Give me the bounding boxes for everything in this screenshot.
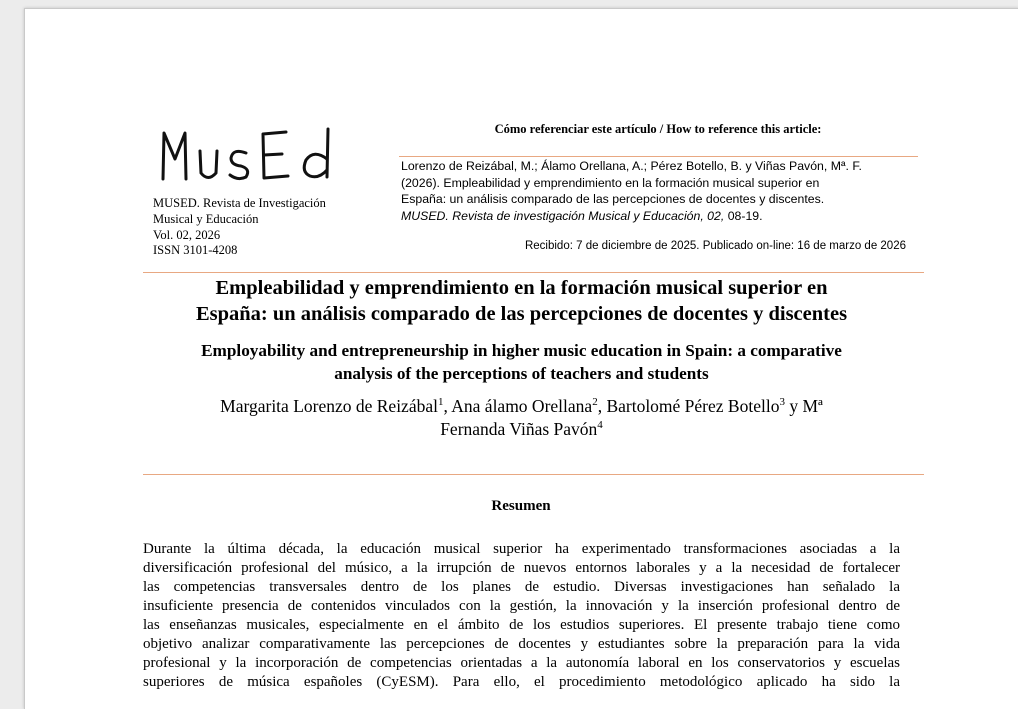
- title-english-line: analysis of the perceptions of teachers and students: [334, 364, 709, 383]
- author-list: [135, 395, 908, 441]
- mused-logo: [158, 125, 338, 189]
- citation-line: Lorenzo de Reizábal, M.; Álamo Orellana, A.; Pérez Botello, B. y Viñas Pavón, Mª. F.: [401, 159, 862, 173]
- document-page: [24, 8, 1018, 709]
- title-spanish: [135, 275, 908, 327]
- section-divider: [143, 474, 924, 475]
- journal-volume: Vol. 02, 2026: [153, 227, 221, 242]
- citation-journal: MUSED. Revista de investigación Musical y Educación, 02,: [401, 208, 725, 223]
- title-english: [135, 339, 908, 385]
- reference-divider: [399, 156, 918, 157]
- abstract-line: superiores de música españoles (CyESM). Para ello, el procedimiento metodológico aplicado ha sido la: [143, 674, 900, 690]
- title-english-line: Employability and entrepreneurship in higher music education in Spain: a comparative: [201, 341, 842, 360]
- affiliation-marker: 2: [592, 396, 598, 409]
- abstract-line: Durante la última década, la educación musical superior ha experimentado transformaciones asociadas a la: [143, 541, 900, 557]
- abstract-body: [143, 540, 900, 692]
- affiliation-marker: 4: [597, 419, 603, 432]
- author-name: , Bartolomé Pérez Botello: [597, 396, 780, 416]
- abstract-heading: Resumen: [491, 498, 551, 514]
- citation-block: [401, 158, 921, 224]
- journal-info: [153, 196, 353, 259]
- author-name: Margarita Lorenzo de Reizábal: [220, 396, 438, 416]
- affiliation-marker: 1: [437, 396, 444, 409]
- header-divider: [143, 272, 924, 273]
- abstract-line: diversificación profesional del músico, a la irrupción de nuevos entornos laborales y a la necesidad de fortalecer: [143, 560, 900, 576]
- citation-line: (2026). Empleabilidad y emprendimiento en la formación musical superior en: [401, 175, 820, 190]
- author-name: Fernanda Viñas Pavón: [440, 419, 598, 439]
- abstract-line: profesional y la incorporación de competencias orientadas a la autonomía laboral en los conservatorios y escuelas: [143, 655, 900, 671]
- author-name: y Mª: [784, 396, 823, 416]
- title-spanish-line: Empleabilidad y emprendimiento en la formación musical superior en: [215, 277, 828, 299]
- abstract-line: las enseñanzas musicales, especialmente en el ámbito de los estudios superiores. El presente trabajo tiene como: [143, 617, 900, 633]
- abstract-line: objetivo analizar comparativamente las percepciones de docentes y estudiantes sobre la preparación para la vida: [143, 636, 900, 652]
- citation-pages: 08-19.: [724, 208, 763, 223]
- citation-line: España: un análisis comparado de las percepciones de docentes y discentes.: [401, 192, 825, 207]
- affiliation-marker: 3: [779, 396, 785, 409]
- abstract-line: insuficiente presencia de contenidos vinculados con la gestión, la innovación y la inserción profesional dentro de: [143, 598, 900, 614]
- author-name: , Ana álamo Orellana: [443, 396, 593, 416]
- title-spanish-line: España: un análisis comparado de las percepciones de docentes y discentes: [195, 303, 848, 325]
- reference-heading: Cómo referenciar este artículo / How to reference this article:: [494, 122, 822, 136]
- journal-name-line-2: Musical y Educación: [153, 211, 259, 226]
- abstract-line: las competencias transversales dentro de los planes de estudio. Diversas investigaciones han señalado la: [143, 579, 900, 595]
- logo-text: MUSEd: [158, 125, 162, 126]
- citation-line: [401, 208, 921, 225]
- journal-issn: ISSN 3101-4208: [153, 243, 238, 258]
- received-published-dates: Recibido: 7 de diciembre de 2025. Publicado on-line: 16 de marzo de 2026: [524, 240, 906, 252]
- journal-name-line-1: MUSED. Revista de Investigación: [153, 196, 326, 210]
